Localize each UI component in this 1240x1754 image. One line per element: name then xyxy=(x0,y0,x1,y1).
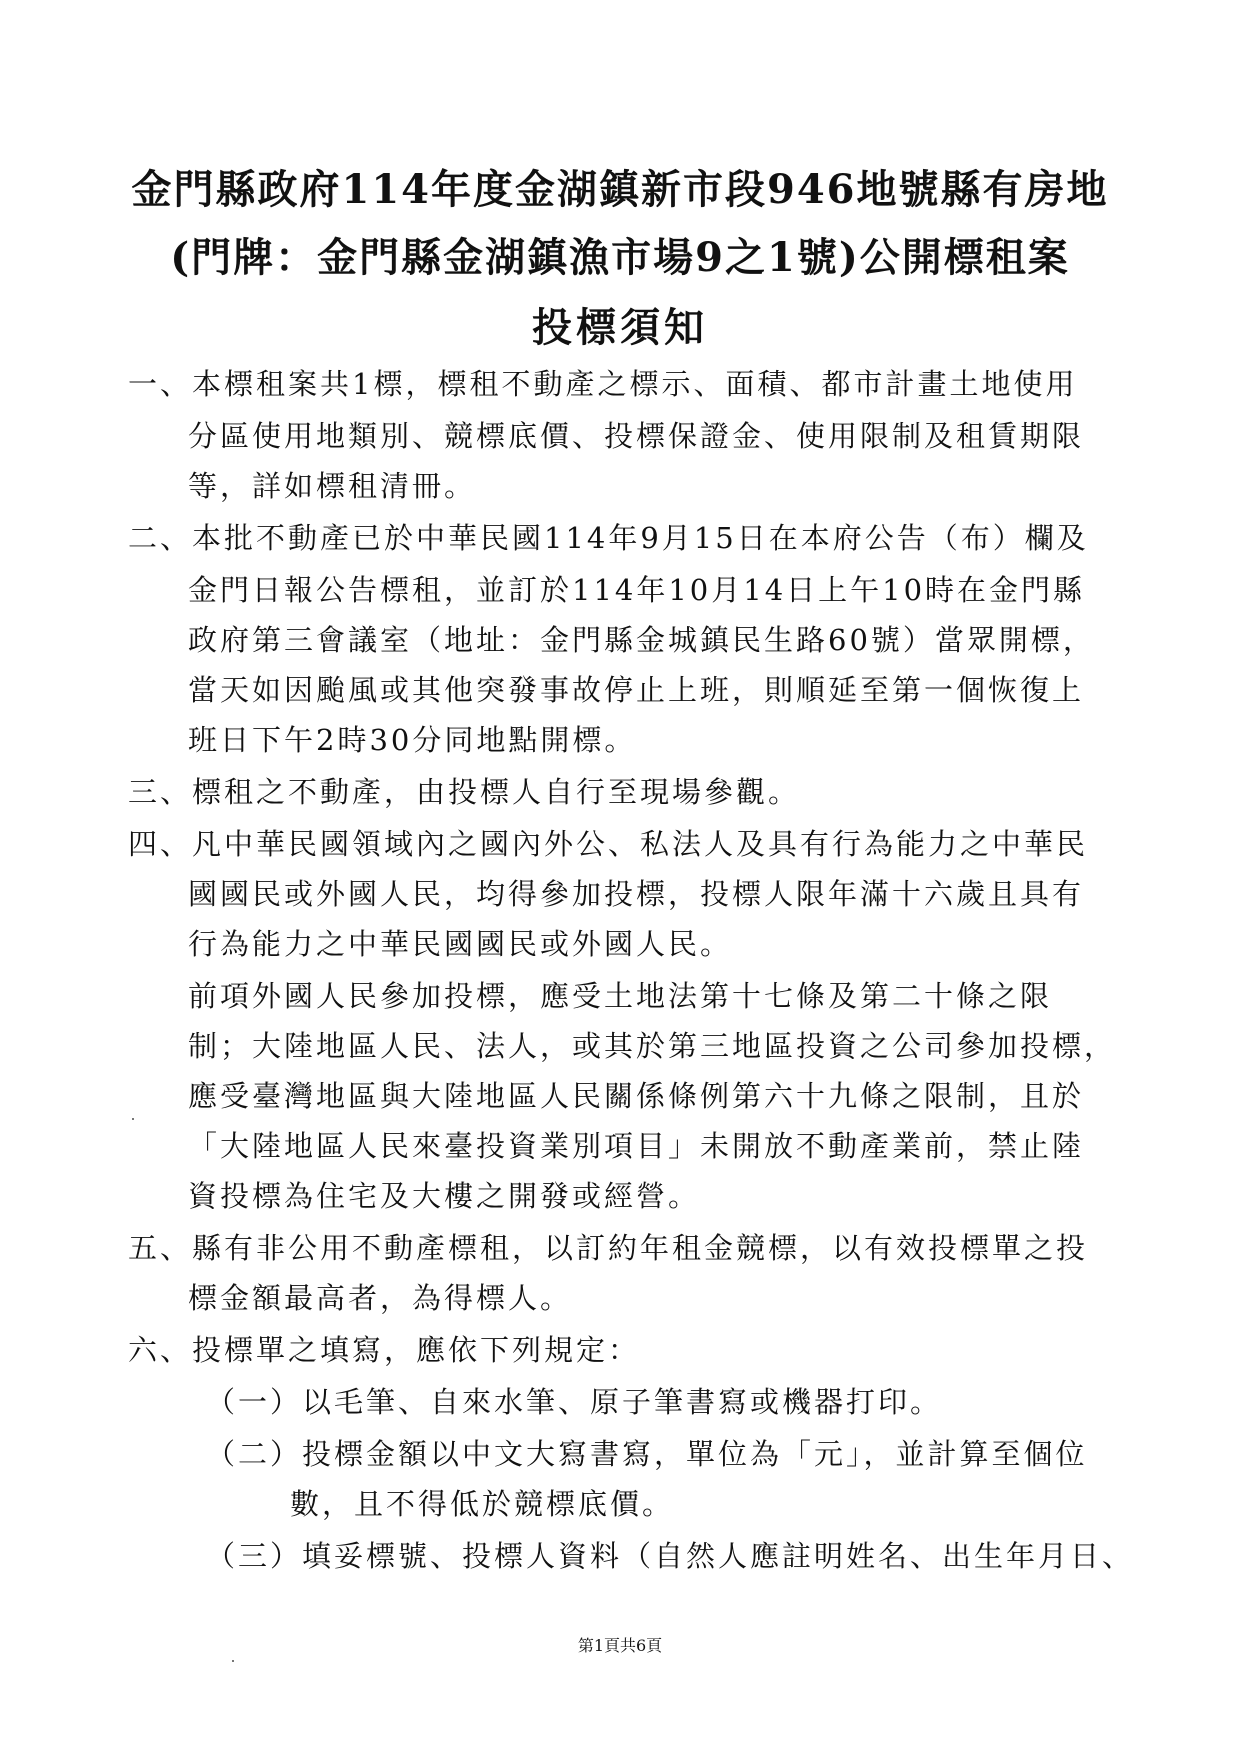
clause-4-para2-line-1: 前項外國人民參加投標，應受土地法第十七條及第二十條之限 xyxy=(188,979,1053,1013)
clause-1-line-3: 等，詳如標租清冊。 xyxy=(188,469,477,503)
clause-5-line-2: 標金額最高者，為得標人。 xyxy=(188,1281,573,1315)
clause-6-item-3-line-1: （三）填妥標號、投標人資料（自然人應註明姓名、出生年月日、 xyxy=(206,1539,1135,1573)
clause-4-para2-line-5: 資投標為住宅及大樓之開發或經營。 xyxy=(188,1179,701,1213)
clause-4-line-2: 國國民或外國人民，均得參加投標，投標人限年滿十六歲且具有 xyxy=(188,877,1085,911)
scan-speck xyxy=(232,1660,234,1662)
clause-1-line-2: 分區使用地類別、競標底價、投標保證金、使用限制及租賃期限 xyxy=(188,419,1085,453)
document-title-line1: 金門縣政府114年度金湖鎮新市段946地號縣有房地 xyxy=(131,166,1109,213)
clause-4-line-1: 四、凡中華民國領域內之國內外公、私法人及具有行為能力之中華民 xyxy=(128,827,1089,861)
clause-6-item-2-line-1: （二）投標金額以中文大寫書寫，單位為「元」，並計算至個位 xyxy=(206,1437,1088,1471)
clause-2-line-1: 二、本批不動產已於中華民國114年9月15日在本府公告（布）欄及 xyxy=(128,521,1089,555)
document-title-heading: 投標須知 xyxy=(532,304,708,351)
clause-5-line-1: 五、縣有非公用不動產標租，以訂約年租金競標，以有效投標單之投 xyxy=(128,1231,1089,1265)
clause-2-line-4: 當天如因颱風或其他突發事故停止上班，則順延至第一個恢復上 xyxy=(188,673,1085,707)
clause-6-item-2-line-2: 數，且不得低於競標底價。 xyxy=(290,1487,675,1521)
clause-2-line-5: 班日下午2時30分同地點開標。 xyxy=(188,723,637,757)
scan-speck xyxy=(132,1118,134,1120)
clause-4-para2-line-2: 制；大陸地區人民、法人，或其於第三地區投資之公司參加投標， xyxy=(188,1029,1117,1063)
clause-2-line-3: 政府第三會議室（地址：金門縣金城鎮民生路60號）當眾開標， xyxy=(188,623,1095,657)
clause-6-item-1: （一）以毛筆、自來水筆、原子筆書寫或機器打印。 xyxy=(206,1385,943,1419)
clause-6-line-1: 六、投標單之填寫，應依下列規定： xyxy=(128,1333,641,1367)
clause-4-para2-line-3: 應受臺灣地區與大陸地區人民關係條例第六十九條之限制，且於 xyxy=(188,1079,1085,1113)
document-title-line2: (門牌：金門縣金湖鎮漁市場9之1號)公開標租案 xyxy=(170,234,1070,281)
page-number: 第1頁共6頁 xyxy=(577,1636,663,1655)
clause-3-line-1: 三、標租之不動產，由投標人自行至現場參觀。 xyxy=(128,775,801,809)
clause-4-line-3: 行為能力之中華民國國民或外國人民。 xyxy=(188,927,733,961)
clause-4-para2-line-4: 「大陸地區人民來臺投資業別項目」未開放不動產業前，禁止陸 xyxy=(188,1129,1085,1163)
clause-2-line-2: 金門日報公告標租，並訂於114年10月14日上午10時在金門縣 xyxy=(188,573,1086,607)
clause-1-line-1: 一、本標租案共1標，標租不動產之標示、面積、都市計畫土地使用 xyxy=(128,367,1078,401)
